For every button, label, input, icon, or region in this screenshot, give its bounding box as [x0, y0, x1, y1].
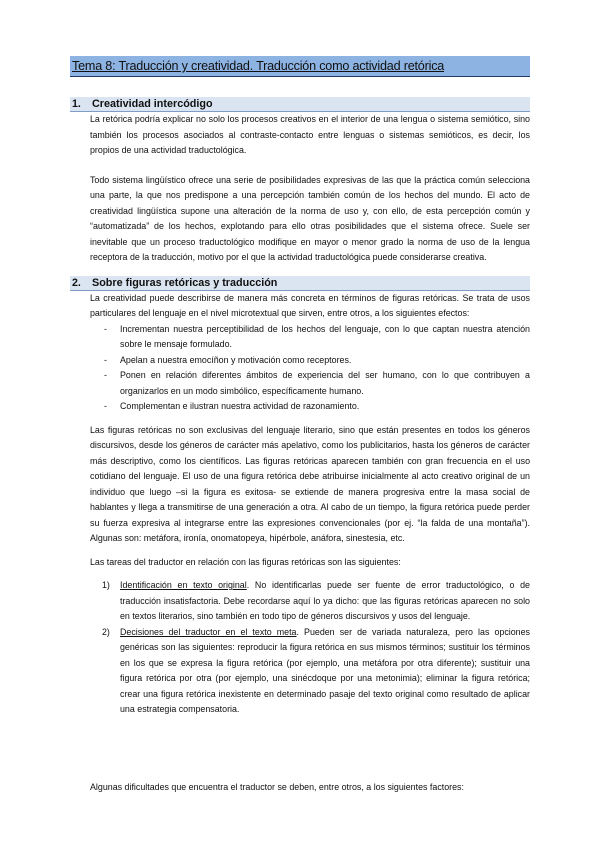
- section-1-number: 1.: [72, 98, 81, 110]
- task-label: Decisiones del traductor en el texto meta: [120, 626, 297, 637]
- task-text: . No identificarlas puede ser fuente de error traductológico, o de traducción insatisfactoria. Debe recordarse aquí lo ya dicho: que las figuras retóricas aparecen no solo en textos literarios, sino también en todo tipo de géneros discursivos y usos del lenguaje.: [120, 580, 530, 621]
- effect-item: - Incrementan nuestra perceptibilidad de los hechos del lenguaje, con lo que captan nuestra atención sobre le mensaje formulado.: [90, 322, 530, 353]
- task-item-2: [90, 625, 530, 718]
- document-title-bar: [70, 56, 530, 77]
- task-number: 1): [102, 580, 110, 590]
- section-1-paragraph-2: Todo sistema lingüístico ofrece una serie de posibilidades expresivas de las que la práctica común selecciona una parte, la que nos predispone a una percepción también común de los hechos del mundo. El acto de creatividad lingüística supone una alteración de la norma de uso y, con ello, de esta percepción común y “automatizada” de los hechos, explotando para ello otras posibilidades que el sistema ofrece. Suele ser inevitable que un proceso traductológico modifique en mayor o menor grado la norma de uso de la lengua receptora de la traducción, motivo por el que la actividad traductológica puede considerarse creativa.: [90, 174, 530, 262]
- section-2-title: Sobre figuras retóricas y traducción: [92, 276, 278, 289]
- document-title: Tema 8: Traducción y creatividad. Traducción como actividad retórica: [72, 59, 445, 73]
- section-1-title: Creatividad intercódigo: [92, 98, 213, 110]
- tasks-intro: Las tareas del traductor en relación con las figuras retóricas son las siguientes:: [90, 556, 401, 567]
- section-2-body: [70, 291, 530, 718]
- section-2-heading: [70, 276, 530, 291]
- section-2-number: 2.: [72, 276, 81, 289]
- section-1-body: [70, 112, 530, 266]
- document-page: [70, 56, 530, 718]
- task-label: Identificación en texto original: [120, 580, 247, 590]
- task-item-1: [90, 578, 530, 625]
- effect-item: - Ponen en relación diferentes ámbitos de experiencia del ser humano, con lo que contribuyen a organizarlos en un modo simbólico, específicamente humano.: [90, 368, 530, 399]
- section-2-paragraph-2: Las figuras retóricas no son exclusivas del lenguaje literario, sino que están presentes en todos los géneros discursivos, desde los géneros de carácter más apelativo, como los publicitarios, hasta los géneros de carácter más descriptivo, como los científicos. Las figuras retóricas aparecen también con gran frecuencia en el uso cotidiano del lenguaje. El uso de una figura retórica debe atribuirse inicialmente al acto creativo original de un individuo que luego –si la figura es exitosa- se extiende de manera progresiva entre la masa social de hablantes y llega a transmitirse de una generación a otra. Al cabo de un tiempo, la figura retórica puede perder su fuerza expresiva al integrarse entre las expresiones convencionales (por ej. “la falda de una montaña”). Algunas son: metáfora, ironía, onomatopeya, hipérbole, anáfora, sinestesia, etc.: [90, 424, 530, 543]
- effect-item: - Complementan e ilustran nuestra actividad de razonamiento.: [90, 399, 530, 415]
- closing-sentence: Algunas dificultades que encuentra el traductor se deben, entre otros, a los siguientes factores:: [90, 782, 464, 792]
- task-text: . Pueden ser de variada naturaleza, pero las opciones genéricas son las siguientes: reproducir la figura retórica en sus mismos términos; sustituir los términos en los que se expresa la figura retórica (por ejemplo, una metáfora por otra diferente); sustituir una figura retórica por otra (por ejemplo, una sinécdoque por una metonimia); eliminar la figura retórica; crear una figura retórica inexistente en determinado pasaje del texto original como resultado de aplicar una estrategia compensatoria.: [120, 626, 530, 714]
- section-1-paragraph-1: La retórica podría explicar no solo los procesos creativos en el interior de una lengua o sistema semiótico, sino también los procesos asociados al contraste-contacto entre lenguas o sistemas semióticos, es decir, los propios de una actividad traductológica.: [90, 114, 530, 155]
- section-1-heading: [70, 97, 530, 112]
- section-2-intro: La creatividad puede describirse de manera más concreta en términos de figuras retóricas. Se trata de usos particulares del lenguaje en el nivel microtextual que sirven, entre otros, a los siguientes efectos:: [90, 292, 530, 318]
- effects-list: [90, 322, 530, 415]
- tasks-list: [90, 578, 530, 718]
- task-number: 2): [102, 626, 110, 637]
- effect-item: - Apelan a nuestra emocíñon y motivación como receptores.: [90, 353, 530, 369]
